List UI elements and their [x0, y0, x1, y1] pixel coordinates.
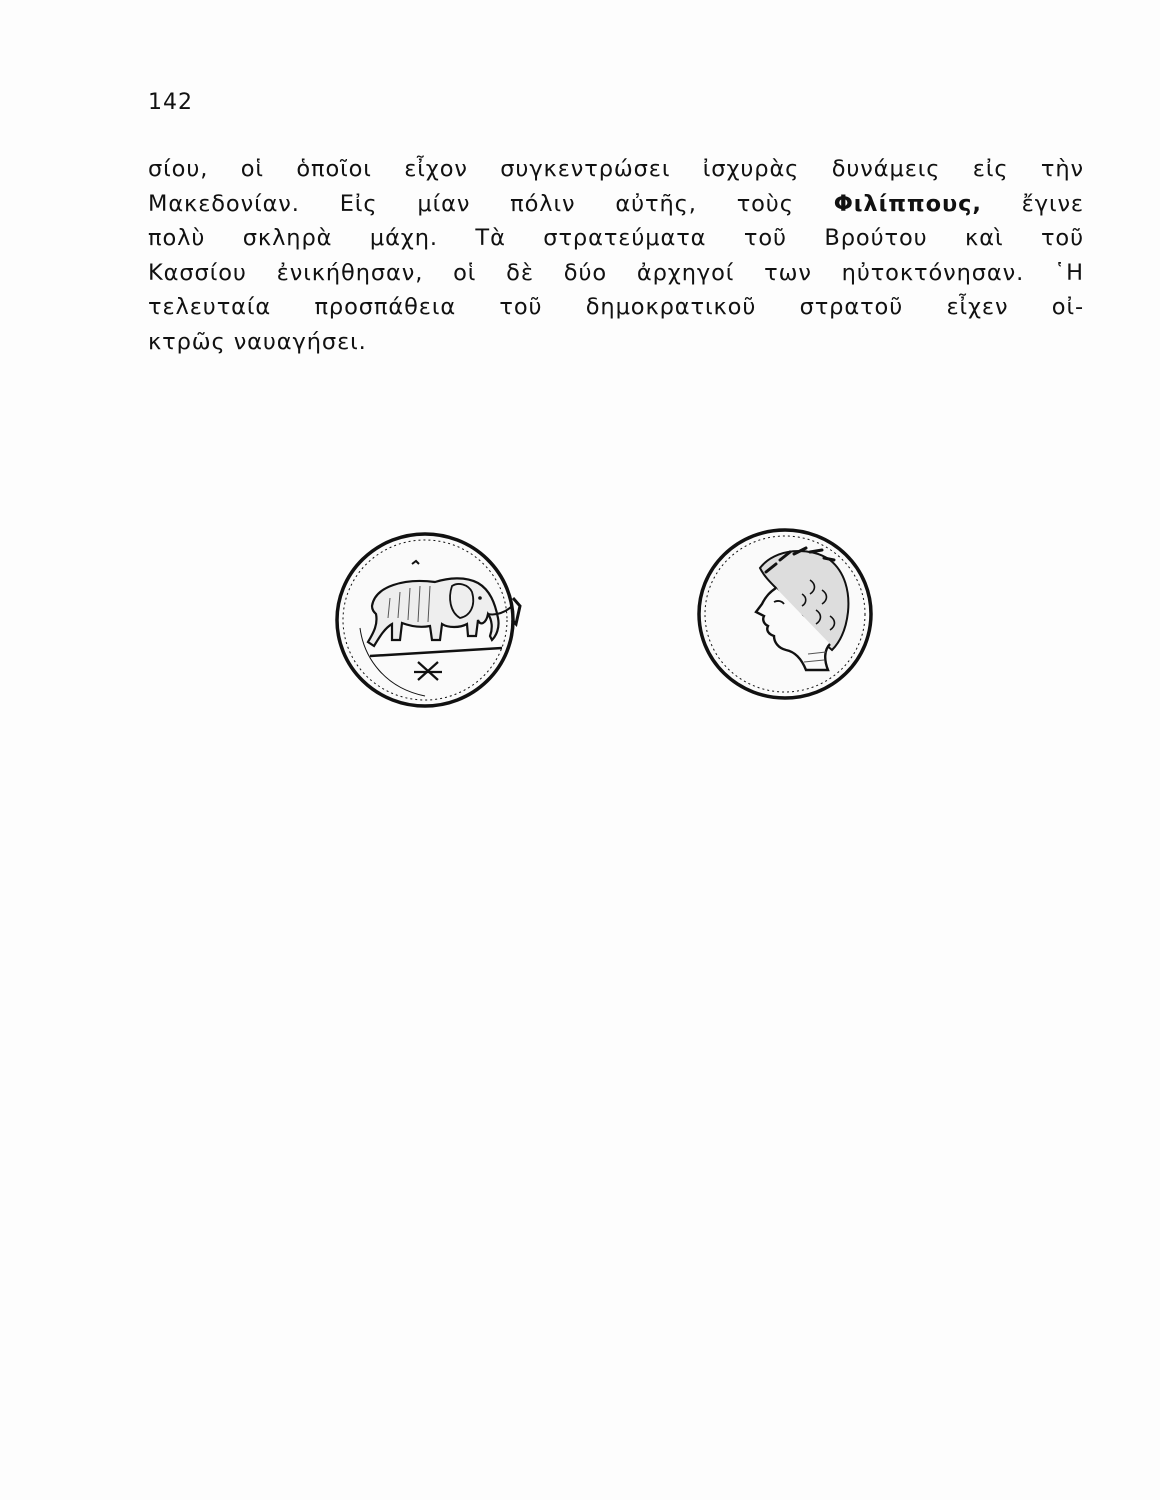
elephant-coin-icon: [330, 528, 530, 710]
laureate-head-coin-icon: [690, 520, 880, 702]
bold-place-name: Φιλίππους,: [833, 190, 982, 217]
text-line-2: Μακεδονίαν. Εἰς μίαν πόλιν αὐτῆς, τοὺς Φιλίππους, ἔγινε: [148, 190, 1084, 217]
body-paragraph: [148, 152, 1084, 359]
page-number: 142: [148, 90, 193, 115]
text-line-3: πολὺ σκληρὰ μάχη. Τὰ στρατεύματα τοῦ Βρούτου καὶ τοῦ: [148, 225, 1084, 251]
text-line-1: σίου, οἱ ὁποῖοι εἶχον συγκεντρώσει ἰσχυρὰς δυνάμεις εἰς τὴν: [148, 156, 1084, 182]
text-line-6: κτρῶς ναυαγήσει.: [148, 328, 367, 355]
text-line-5: τελευταία προσπάθεια τοῦ δημοκρατικοῦ στρατοῦ εἶχεν οἰ-: [148, 294, 1084, 320]
text-line-4: Κασσίου ἐνικήθησαν, οἱ δὲ δύο ἀρχηγοί των ηὐτοκτόνησαν. ῾Η: [148, 259, 1084, 286]
